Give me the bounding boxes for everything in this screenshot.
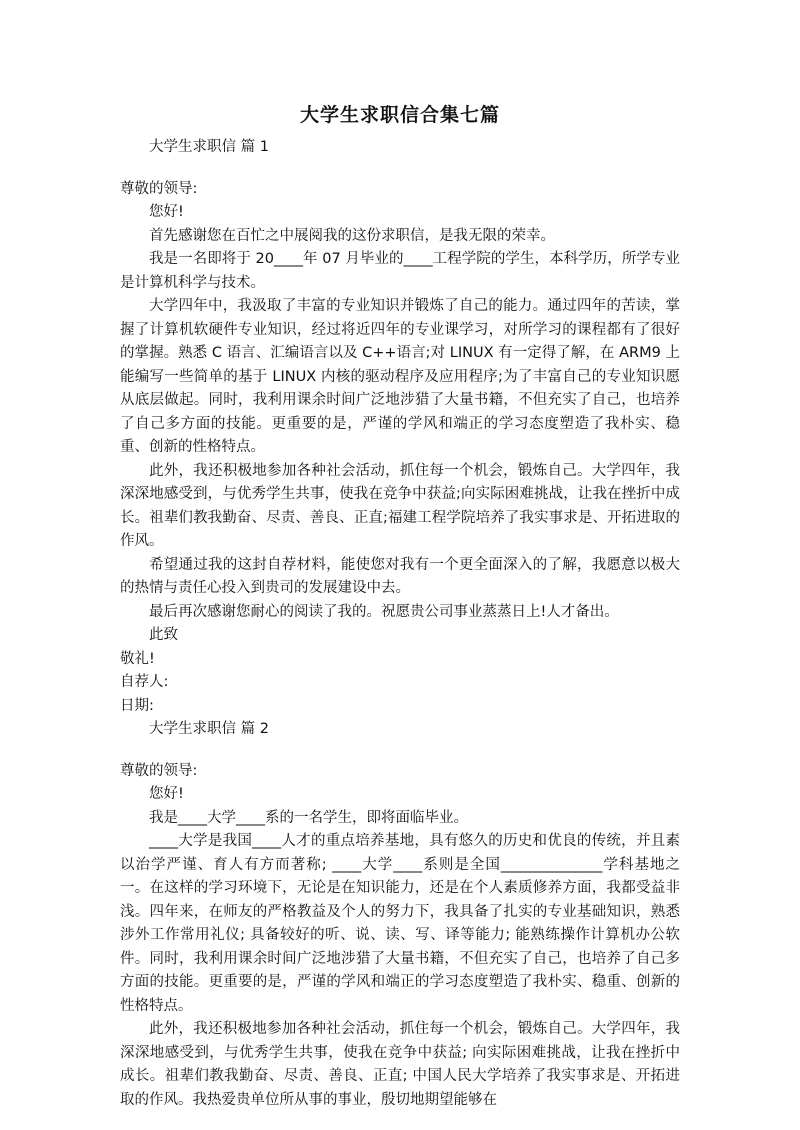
letter1-paragraph: 我是一名即将于 20____年 07 月毕业的____工程学院的学生，本科学历，所学专业是计算机科学与技术。 [120, 251, 680, 291]
document-title: 大学生求职信合集七篇 [299, 104, 500, 126]
letter1-paragraph: 大学四年中，我汲取了丰富的专业知识并锻炼了自己的能力。通过四年的苦读，掌握了计算机软硬件专业知识，经过将近四年的专业课学习，对所学习的课程都有了很好的掌握。熟悉 C 语言、汇编语言以及 C++语言;对 LINUX 有一定得了解，在 ARM9 上能编写一些简单的基于 LINUX 内核的驱动程序及应用程序;为了丰富自己的专业知识愿从底层做起。同时，我利用课余时间广泛地涉猎了大量书籍，不但充实了自己，也培养了自己多方面的技能。更重要的是，严谨的学风和端正的学习态度塑造了我朴实、稳重、创新的性格特点。 [120, 298, 680, 455]
letter1-signer: 自荐人: [120, 674, 169, 690]
letter2-greeting: 您好! [149, 786, 184, 802]
letter1-heading: 大学生求职信 篇 1 [149, 139, 269, 155]
letter1-paragraph: 希望通过我的这封自荐材料，能使您对我有一个更全面深入的了解，我愿意以极大的热情与责任心投入到贵司的发展建设中去。 [120, 556, 680, 596]
letter2-paragraph: ____大学是我国____人才的重点培养基地，具有悠久的历史和优良的传统，并且素以治学严谨、育人有方而著称; ____大学____系则是全国______________学科基地之一。在这样的学习环境下，无论是在知识能力，还是在个人素质修养方面，我都受益非浅。四年来，在师友的严格教益及个人的努力下，我具备了扎实的专业基础知识，熟悉涉外工作常用礼仪; 具备较好的听、说、读、写、译等能力; 能熟练操作计算机办公软件。同时，我利用课余时间广泛地涉猎了大量书籍，不但充实了自己，也培养了自己多方面的技能。更重要的是，严谨的学风和端正的学习态度塑造了我朴实、稳重、创新的性格特点。 [120, 833, 680, 1014]
letter1-paragraph: 此外，我还积极地参加各种社会活动，抓住每一个机会，锻炼自己。大学四年，我深深地感受到，与优秀学生共事，使我在竞争中获益;向实际困难挑战，让我在挫折中成长。祖辈们教我勤奋、尽责、善良、正直;福建工程学院培养了我实事求是、开拓进取的作风。 [120, 462, 680, 549]
letter1-paragraph: 首先感谢您在百忙之中展阅我的这份求职信，是我无限的荣幸。 [149, 227, 555, 244]
letter1-paragraph: 最后再次感谢您耐心的阅读了我的。祝愿贵公司事业蒸蒸日上!人才备出。 [149, 603, 619, 620]
letter2-paragraph: 我是____大学____系的一名学生，即将面临毕业。 [149, 809, 468, 826]
letter1-closing: 敬礼! [120, 650, 155, 667]
letter2-heading: 大学生求职信 篇 2 [149, 721, 269, 737]
letter1-closing-indent: 此致 [149, 627, 178, 643]
letter1-greeting: 您好! [149, 204, 184, 220]
letter1-salutation: 尊敬的领导: [120, 180, 198, 197]
document-page [120, 100, 680, 1112]
letter1-date: 日期: [120, 697, 154, 714]
letter2-salutation: 尊敬的领导: [120, 762, 198, 779]
letter2-paragraph: 此外，我还积极地参加各种社会活动，抓住每一个机会，锻炼自己。大学四年，我深深地感受到，与优秀学生共事，使我在竞争中获益; 向实际困难挑战，让我在挫折中成长。祖辈们教我勤奋、尽责、善良、正直; 中国人民大学培养了我实事求是、开拓进取的作风。我热爱贵单位所从事的事业，殷切地期望能够在 [120, 1021, 680, 1108]
